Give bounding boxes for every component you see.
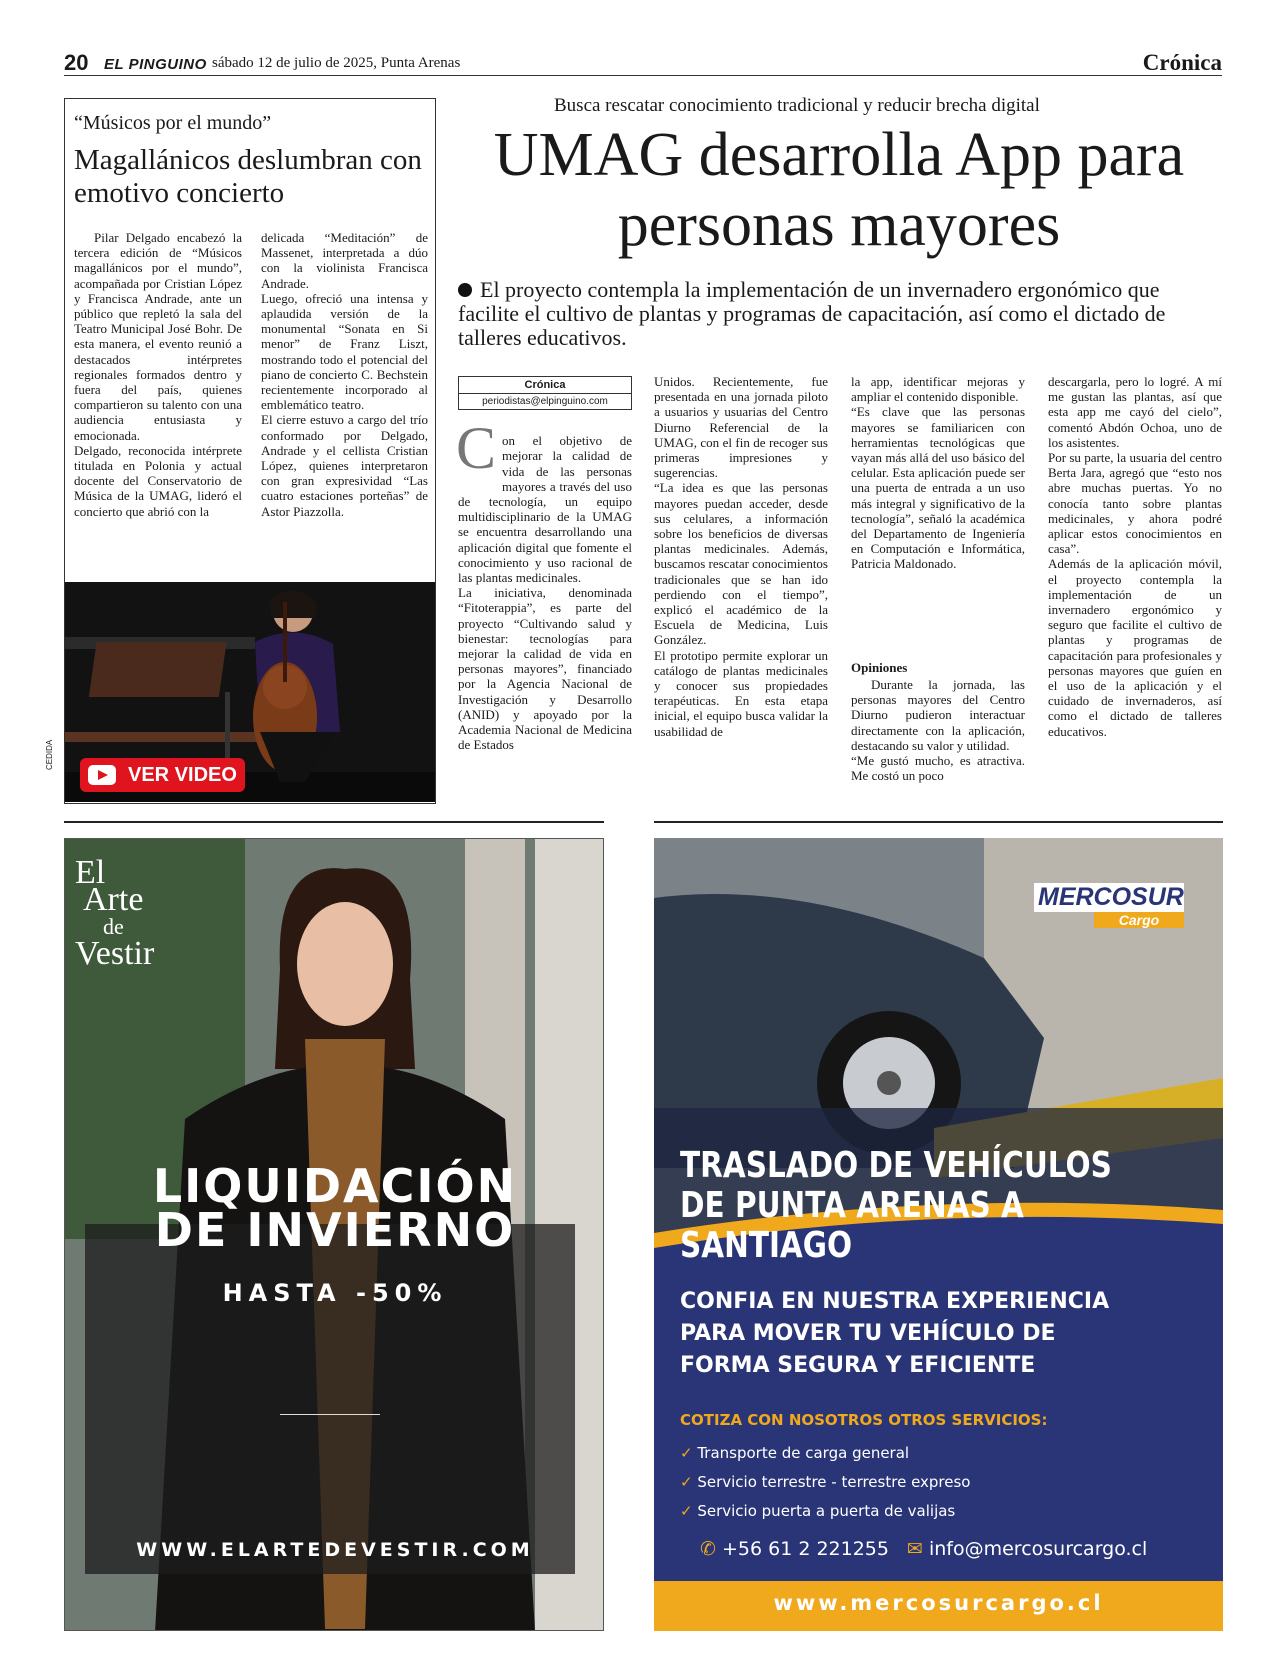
main-story-column-2: Unidos. Recientemente, fue presentada en una jornada piloto a usuarios y usuarias del Centro Diurno Referencial de la UMAG, con el fin de recoger sus primeras impresiones y sugerencias. “La idea es que las personas mayores puedan acceder, desde sus celulares, a información sobre los beneficios de diversas plantas medicinales. Además, buscamos rescatar conocimientos tradicionales que se han ido perdiendo con el tiempo”, explicó el académico de la Escuela de Medicina, Luis González. El prototipo permite explorar un catálogo de plantas medicinales y conocer sus propiedades terapéuticas. En esta etapa inicial, el equipo busca validar la usabilidad de: [654, 374, 828, 739]
main-story-column-3b: Durante la jornada, las personas mayores del Centro Diurno pudieron interactuar directamente con la aplicación, destacando su valor y utilidad. “Me gustó mucho, es atractiva. Me costó un poco: [851, 677, 1025, 784]
ad-title: LIQUIDACIÓN DE INVIERNO: [152, 1159, 518, 1257]
ad-discount: HASTA -50%: [222, 1279, 448, 1307]
ad-mercosur-cargo[interactable]: [654, 838, 1223, 1631]
play-icon[interactable]: [88, 765, 116, 785]
service-item: ✓ Transporte de carga general: [680, 1444, 910, 1462]
photo-credit: CEDIDA: [45, 739, 54, 770]
mail-icon: ✉: [907, 1538, 929, 1560]
ad-brand-logo: MERCOSUR Cargo: [1034, 883, 1184, 928]
ad-services-list: [680, 1439, 971, 1526]
left-story-headline: Magallánicos deslumbran con emotivo concierto: [74, 144, 422, 209]
left-story-kicker: “Músicos por el mundo”: [74, 112, 272, 134]
main-story-column-4: descargarla, pero lo logré. A mí me gustan las plantas, así que esta app me cayó del cielo”, comentó Abdón Ochoa, uno de los asistentes. Por su parte, la usuaria del centro Berta Jara, agregó que “esto nos abre muchas puertas. Yo no conocía tanto sobre plantas medicinales, y ahora podré aplicar estos conocimientos en casa”. Además de la aplicación móvil, el proyecto contempla la implementación de un invernadero ergonómico y seguro que facilite el cultivo de plantas y programas de capacitación para profesionales y personas mayores que guíen en el uso de la aplicación y el cuidado de invernaderos, así como el dictado de talleres educativos.: [1048, 374, 1222, 739]
video-button-label[interactable]: VER VIDEO: [128, 763, 237, 786]
byline-section: Crónica: [524, 379, 566, 391]
main-story-column-1: on el objetivo de mejorar la calidad de vida de las personas mayores a través del uso de tecnología, un equipo multidisciplinario de la UMAG se encuentra desarrollando una aplicación digital que fomente el conocimiento y uso racional de las plantas medicinales. La iniciativa, denominada “Fitoterappia”, es parte del proyecto “Cultivando salud y bienestar: tecnologías para mejorar la calidad de vida en personas mayores”, financiado por la Agencia Nacional de Investigación y Desarrollo (ANID) y apoyado por la Academia Nacional de Medicina de Estados: [458, 433, 632, 753]
issue-date: sábado 12 de julio de 2025, Punta Arenas: [212, 55, 461, 71]
left-story-column-2: delicada “Meditación” de Massenet, interpretada a dúo con la violinista Francisca Andrade. Luego, ofreció una intensa y aplaudida versión de la monumental “Sonata en Si menor” de Franz Liszt, mostrando todo el potencial del piano de concierto C. Bechstein recientemente incorporado al emblemático teatro. El cierre estuvo a cargo del trío conformado por Delgado, Andrade y el cellista Cristian López, quienes interpretaron con gran expresividad “Las cuatro estaciones porteñas” de Astor Piazzolla.: [261, 230, 428, 519]
byline-box: [458, 376, 632, 410]
main-story-supertitle: Busca rescatar conocimiento tradicional y reducir brecha digital: [554, 95, 1040, 116]
ad-logo: El Arte de Vestir: [75, 854, 155, 972]
check-icon: ✓: [680, 1502, 698, 1520]
left-story-column-1: Pilar Delgado encabezó la tercera edición de “Músicos magallánicos por el mundo”, acompañada por Cristian López y Francisca Andrade, ante un público que repletó la sala del Teatro Municipal José Bohr. De esta manera, el evento reunió a destacados intérpretes regionales formados dentro y fuera del país, quienes compartieron su talento con una audiencia entusiasta y emocionada. Delgado, reconocida intérprete titulada en Polonia y actual docente del Conservatorio de Música de la UMAG, lideró el concierto que abrió con la: [74, 230, 242, 519]
check-icon: ✓: [680, 1473, 698, 1491]
ad-email[interactable]: ✉ info@mercosurcargo.cl: [907, 1538, 1148, 1560]
bullet-icon: [458, 283, 472, 297]
byline-email[interactable]: periodistas@elpinguino.com: [459, 393, 631, 409]
main-story-deck: El proyecto contempla la implementación de un invernadero ergonómico que facilite el cultivo de plantas y programas de capacitación, así como el dictado de talleres educativos.: [458, 277, 1166, 350]
check-icon: ✓: [680, 1444, 698, 1462]
ad-headline: TRASLADO DE VEHÍCULOS DE PUNTA ARENAS A SANTIAGO: [680, 1145, 1112, 1266]
subhead-opiniones: Opiniones: [851, 660, 908, 675]
main-story-column-3a: la app, identificar mejoras y ampliar el contenido disponible. “Es clave que las personas mayores se familiaricen con herramientas tecnológicas que vayan más allá del uso básico del celular. Esta aplicación puede ser una puerta de entrada a un uso más integral y significativo de la tecnología”, señaló la académica del Departamento de Ingeniería en Computación e Informática, Patricia Maldonado.: [851, 374, 1025, 572]
ad-phone[interactable]: ✆ +56 61 2 221255: [700, 1538, 889, 1560]
page-number: 20: [64, 50, 89, 75]
section-rule-left: [64, 821, 604, 823]
service-item: ✓ Servicio puerta a puerta de valijas: [680, 1502, 956, 1520]
ad-el-arte-de-vestir[interactable]: [64, 838, 604, 1631]
section-rule-right: [654, 821, 1223, 823]
main-story-headline: UMAG desarrolla App para personas mayores: [493, 121, 1185, 259]
service-item: ✓ Servicio terrestre - terrestre expreso: [680, 1473, 971, 1491]
ad-url[interactable]: WWW.ELARTEDEVESTIR.COM: [136, 1539, 534, 1561]
drop-cap-space: [458, 433, 502, 491]
ad-services-title: COTIZA CON NOSOTROS OTROS SERVICIOS:: [680, 1411, 1048, 1429]
ad-tagline: CONFIA EN NUESTRA EXPERIENCIA PARA MOVER TU VEHÍCULO DE FORMA SEGURA Y EFICIENTE: [680, 1289, 1110, 1378]
section-name: Crónica: [1142, 50, 1222, 75]
ad-divider: [280, 1414, 380, 1415]
header-rule: [64, 75, 1222, 76]
phone-icon: ✆: [700, 1538, 722, 1560]
ad-website[interactable]: www.mercosurcargo.cl: [773, 1591, 1104, 1615]
newspaper-logo: EL PINGUINO: [104, 56, 207, 73]
drop-cap: C: [456, 415, 497, 481]
